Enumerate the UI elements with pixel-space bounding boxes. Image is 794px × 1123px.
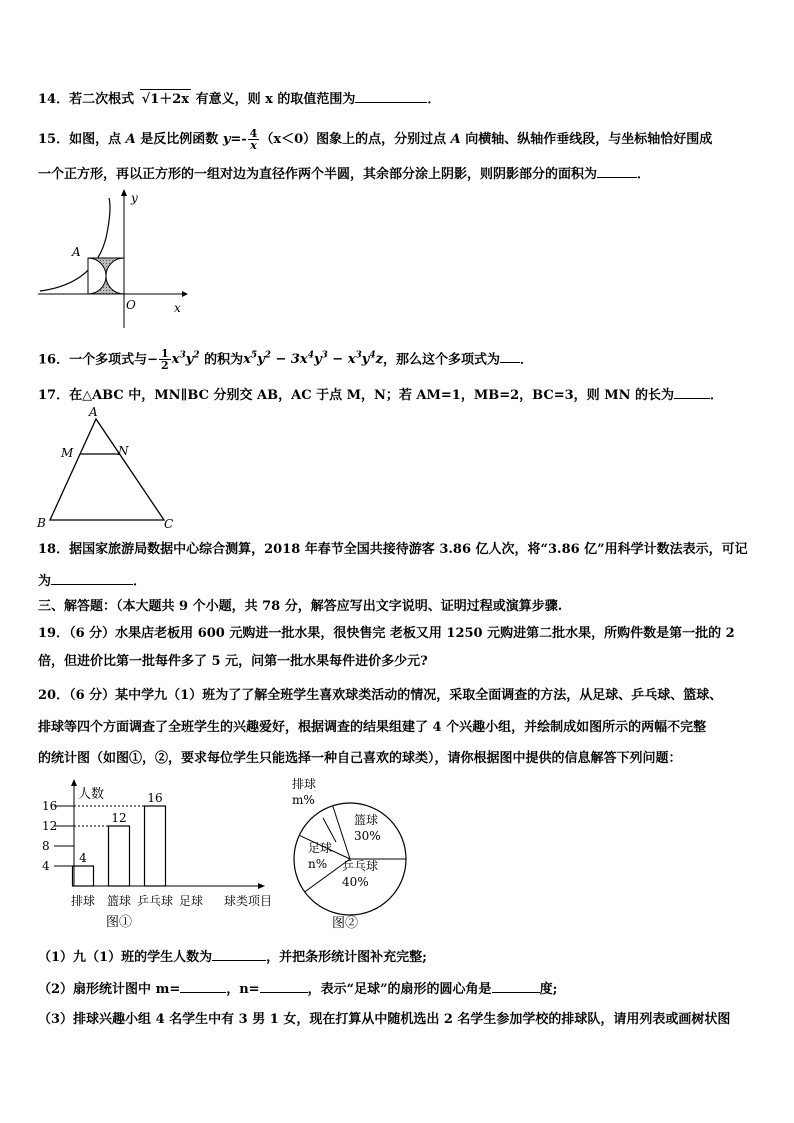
q14-radicand: 1＋2x (150, 92, 190, 107)
bar-0 (73, 866, 94, 886)
q20-sub2-c: ，表示“足球”的扇形的圆心角是 (307, 982, 492, 997)
q15-t3: 图象上的点，分别过点 (316, 132, 447, 147)
bar-2 (145, 806, 166, 886)
q14-post: 有意义，则 x 的取值范围为 (195, 92, 356, 107)
question-20-sub3: （3）排球兴趣小组 4 名学生中有 3 男 1 女，现在打算从中随机选出 2 名学生参加学校的排球队，请用列表或画树状图 (38, 1012, 731, 1027)
pie-label-football-name: 足球 (308, 841, 333, 855)
question-19-line1: 19．（6 分）水果店老板用 600 元购进一批水果，很快售完 老板又用 1250 元购进第二批水果，所购件数是第一批的 2 (38, 626, 735, 641)
bar-category-0: 排球 (70, 894, 96, 908)
section-3-heading: 三、解答题：（本大题共 9 个小题，共 78 分，解答应写出文字说明、证明过程或演算步骤. (38, 599, 563, 614)
q14-number: 14． (38, 92, 70, 107)
q15-cond: （x＜0） (260, 132, 317, 147)
pie-label-basketball-pct: 30% (354, 829, 381, 843)
q17-end: ． (710, 388, 724, 403)
q17-number: 17． (38, 388, 70, 403)
bar-chart-y-arrow (71, 779, 77, 786)
q15-eq: =- (230, 132, 247, 147)
q17-label-a: A (89, 405, 98, 419)
q17-label-b: B (37, 516, 46, 530)
q15-number: 15． (38, 132, 70, 147)
pie-label-basketball-name: 篮球 (354, 813, 379, 827)
bar-chart-ylabel: 人数 (78, 787, 105, 802)
pie-chart-figure-2 (288, 776, 418, 934)
q16-fraction (159, 348, 171, 371)
q15-label-a: A (72, 245, 81, 259)
bar-category-3: 足球 (178, 894, 204, 908)
q17-label-n: N (118, 444, 129, 458)
q20-sub1-blank[interactable] (212, 946, 266, 961)
question-20-sub1 (38, 946, 427, 968)
q15-frac-den: x (250, 139, 257, 152)
q20-sub1-b: ，并把条形统计图补充完整; (266, 950, 427, 965)
q15-fraction (248, 128, 260, 151)
q15-label-x: x (174, 301, 181, 315)
q20-sub2-blank-deg[interactable] (492, 978, 540, 993)
bar-ytick-16: 16 (42, 799, 58, 813)
question-16 (38, 346, 533, 371)
q15-x-arrow (182, 291, 188, 297)
question-18 (38, 540, 748, 560)
q18-line1: 据国家旅游局数据中心综合测算，2018 年春节全国共接待游客 3.86 亿人次，将“3.86 亿”用科学计数法表示，可记 (69, 542, 748, 557)
q16-product: $x^5y^2 - 3x^4y^3 - x^3y^4z$ (243, 351, 383, 368)
question-20-line1: 20．（6 分）某中学九（1）班为了了解全班学生喜欢球类活动的情况，采取全面调查的方法，从足球、乒乓球、篮球、 (38, 688, 723, 703)
bar-chart-categories (71, 893, 272, 908)
q18-number: 18． (38, 542, 70, 557)
question-20-line3: 的统计图（如图①，②，要求每位学生只能选择一种自己喜欢的球类），请你根据图中提供的信息解答下列问题： (38, 751, 682, 766)
bar-data-label-2: 16 (147, 791, 163, 805)
q20-sub2-b: ，n= (226, 982, 260, 997)
q16-monomial: $x^3y^2$ (171, 351, 200, 368)
question-15 (38, 128, 712, 151)
q15-point-a-2: A (450, 132, 461, 147)
q20-sub2-d: 度; (539, 982, 558, 997)
pie-chart-title: 图② (332, 916, 359, 931)
q17-figure (34, 403, 184, 531)
q15-label-o: O (126, 298, 136, 312)
q18-answer-blank[interactable] (51, 570, 133, 585)
q15-answer-blank[interactable] (597, 163, 637, 178)
bar-ytick-12: 12 (42, 819, 58, 833)
bar-ytick-4: 4 (42, 859, 50, 873)
q18-end: ． (133, 574, 147, 589)
q14-answer-blank[interactable] (355, 88, 427, 103)
q16-end: ． (519, 352, 533, 368)
bar-category-1: 篮球 (106, 894, 132, 908)
q20-sub2-a: （2）扇形统计图中 m= (38, 982, 181, 997)
q15-frac-num: 4 (249, 127, 258, 140)
bar-chart-gridlines (54, 806, 145, 866)
q16-minus: − (147, 352, 159, 368)
bar-category-2: 乒乓球 (136, 894, 174, 908)
bar-ytick-8: 8 (42, 839, 50, 853)
pie-label-volleyball-name: 排球 (292, 777, 317, 791)
q14-sqrt: √1＋2x (140, 89, 191, 110)
pie-label-volleyball-pct: m% (292, 793, 315, 807)
q17-text: 在△ABC 中，MN∥BC 分别交 AB，AC 于点 M，N；若 AM=1，MB=2，BC=3，则 MN 的长为 (69, 388, 674, 403)
bar-chart-figure-1 (34, 778, 279, 933)
q16-frac-num: 1 (161, 347, 169, 361)
q15-t1: 如图，点 (69, 132, 122, 147)
q18-line2: 为 (38, 574, 52, 589)
q17-triangle (50, 419, 164, 520)
q15-y-arrow (121, 189, 127, 196)
q16-number: 16． (38, 352, 70, 368)
question-18-line2 (38, 570, 146, 592)
q14-end: ． (427, 92, 441, 107)
q15-y: y (222, 132, 231, 147)
q15-end: ． (637, 167, 651, 182)
pie-label-pingpong-name: 乒乓球 (342, 859, 379, 873)
q15-figure (34, 188, 189, 330)
q20-sub1-a: （1）九（1）班的学生人数为 (38, 950, 213, 965)
q17-answer-blank[interactable] (674, 384, 710, 399)
q20-sub2-blank-m[interactable] (180, 978, 226, 993)
question-20-sub2 (38, 978, 557, 1000)
pie-label-football-pct: n% (308, 857, 328, 871)
bar-chart-x-arrow (258, 883, 265, 889)
q15-line2: 一个正方形，再以正方形的一组对边为直径作两个半圆，其余部分涂上阴影，则阴影部分的面积为 (38, 167, 598, 182)
bar-data-label-0: 4 (79, 851, 87, 865)
q16-answer-blank[interactable] (500, 348, 520, 363)
q15-point-a: A (125, 132, 136, 147)
q16-frac-den: 2 (161, 359, 169, 373)
q15-label-y: y (131, 191, 138, 205)
question-20-line2: 排球等四个方面调查了全班学生的兴趣爱好，根据调查的结果组建了 4 个兴趣小组，并绘制成如图所示的两幅不完整 (38, 720, 707, 735)
q14-pre: 若二次根式 (69, 92, 135, 107)
bar-chart-title: 图① (106, 915, 133, 930)
bar-chart-bars (73, 791, 166, 886)
q17-label-m: M (61, 446, 74, 460)
bar-1 (109, 826, 130, 886)
bar-chart-yticks (42, 799, 57, 873)
question-19-line2: 倍，但进价比第一批每件多了 5 元，问第一批水果每件进价多少元? (38, 654, 428, 669)
q16-t2: 的积为 (204, 352, 244, 368)
question-15-line2 (38, 163, 650, 185)
bar-data-label-1: 12 (111, 811, 127, 825)
pie-label-pingpong-pct: 40% (342, 875, 369, 889)
q20-sub2-blank-n[interactable] (260, 978, 308, 993)
question-14 (38, 88, 440, 110)
q17-label-c: C (164, 517, 174, 531)
q15-t2: 是反比例函数 (140, 132, 219, 147)
q16-t1: 一个多项式与 (69, 352, 148, 368)
q16-t3: ，那么这个多项式为 (382, 352, 500, 368)
q15-t4: 向横轴、纵轴作垂线段，与坐标轴恰好围成 (465, 132, 713, 147)
bar-chart-xlabel: 球类项目 (224, 894, 273, 908)
